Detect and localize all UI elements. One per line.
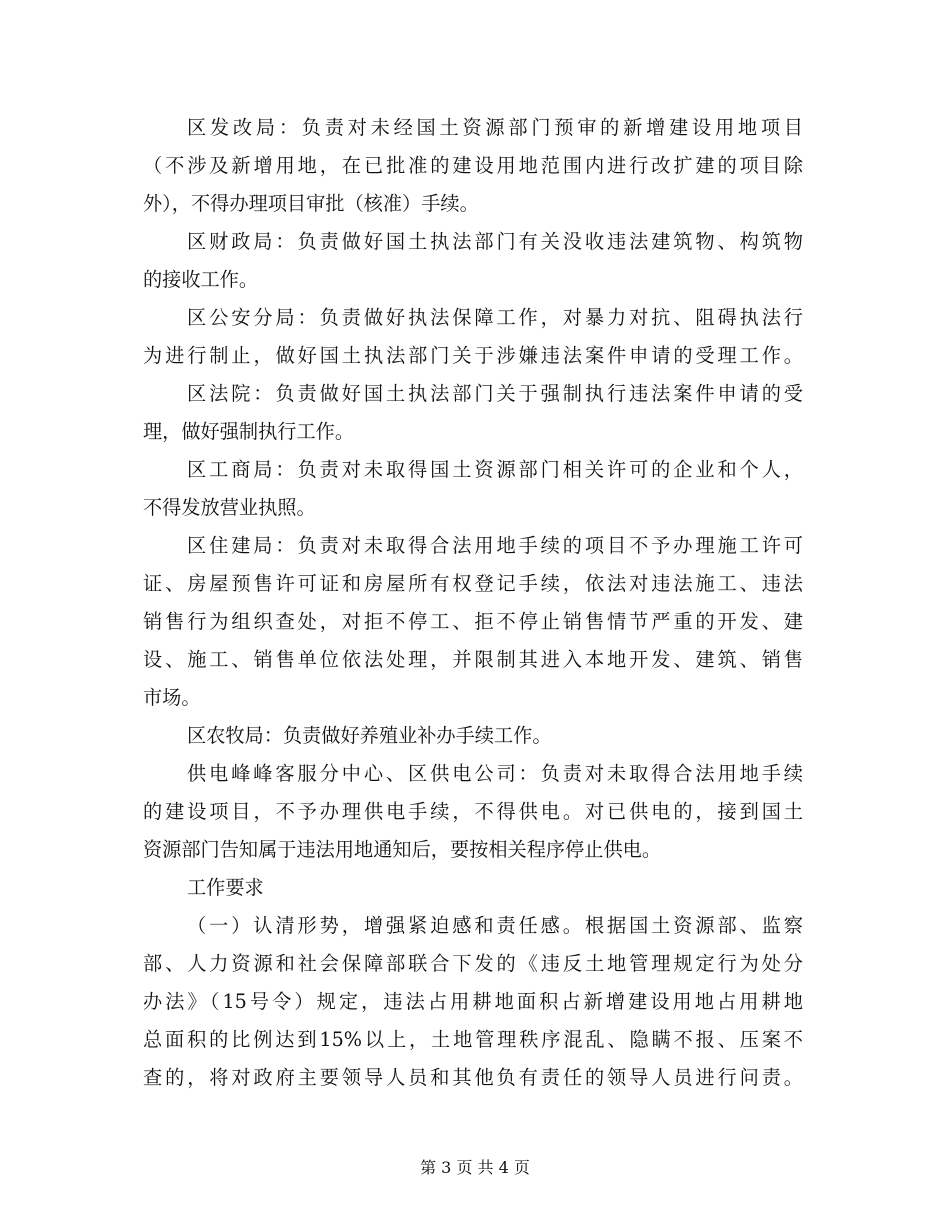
paragraph-line: 资源部门告知属于违法用地通知后，要按相关程序停止供电。 (143, 838, 662, 861)
paragraph-line: 办法》（15号令）规定，违法占用耕地面积占新增建设用地占用耕地 (143, 990, 803, 1013)
paragraph-line: 区农牧局：负责做好养殖业补办手续工作。 (187, 724, 552, 747)
paragraph-line: 为进行制止，做好国土执法部门关于涉嫌违法案件申请的受理工作。 (143, 344, 803, 367)
paragraph-line: 不得发放营业执照。 (143, 496, 316, 519)
paragraph-line: （一）认清形势，增强紧迫感和责任感。根据国土资源部、监察 (187, 914, 803, 937)
footer-middle: 页 共 (456, 1158, 494, 1177)
paragraph-line: 区工商局：负责对未取得国土资源部门相关许可的企业和个人， (187, 458, 803, 481)
total-pages-number: 4 (498, 1158, 509, 1177)
paragraph-line: 总面积的比例达到15%以上，土地管理秩序混乱、隐瞒不报、压案不 (143, 1028, 803, 1051)
paragraph-line: （不涉及新增用地，在已批准的建设用地范围内进行改扩建的项目除 (143, 154, 803, 177)
paragraph-line: 区公安分局：负责做好执法保障工作，对暴力对抗、阻碍执法行 (187, 306, 803, 329)
paragraph-line: 部、人力资源和社会保障部联合下发的《违反土地管理规定行为处分 (143, 952, 803, 975)
current-page-number: 3 (441, 1158, 452, 1177)
paragraph-line: 区财政局：负责做好国土执法部门有关没收违法建筑物、构筑物 (187, 230, 803, 253)
paragraph-line: 供电峰峰客服分中心、区供电公司：负责对未取得合法用地手续 (187, 762, 803, 785)
paragraph-line: 查的，将对政府主要领导人员和其他负有责任的领导人员进行问责。 (143, 1066, 803, 1089)
paragraph-line: 的接收工作。 (143, 268, 259, 291)
footer-suffix: 页 (513, 1158, 530, 1177)
page-footer (0, 1157, 950, 1179)
paragraph-line: 设、施工、销售单位依法处理，并限制其进入本地开发、建筑、销售 (143, 648, 803, 671)
paragraph-line: 理，做好强制执行工作。 (143, 420, 355, 443)
paragraph-line: 证、房屋预售许可证和房屋所有权登记手续，依法对违法施工、违法 (143, 572, 803, 595)
footer-prefix: 第 (420, 1158, 437, 1177)
paragraph-line: 区法院：负责做好国土执法部门关于强制执行违法案件申请的受 (187, 382, 803, 405)
paragraph-line: 区发改局：负责对未经国土资源部门预审的新增建设用地项目 (187, 116, 803, 139)
paragraph-line: 市场。 (143, 686, 201, 709)
paragraph-line: 的建设项目，不予办理供电手续，不得供电。对已供电的，接到国土 (143, 800, 803, 823)
section-heading: 工作要求 (187, 876, 264, 899)
paragraph-line: 区住建局：负责对未取得合法用地手续的项目不予办理施工许可 (187, 534, 803, 557)
paragraph-line: 外），不得办理项目审批（核准）手续。 (143, 192, 479, 215)
paragraph-line: 销售行为组织查处，对拒不停工、拒不停止销售情节严重的开发、建 (143, 610, 803, 633)
